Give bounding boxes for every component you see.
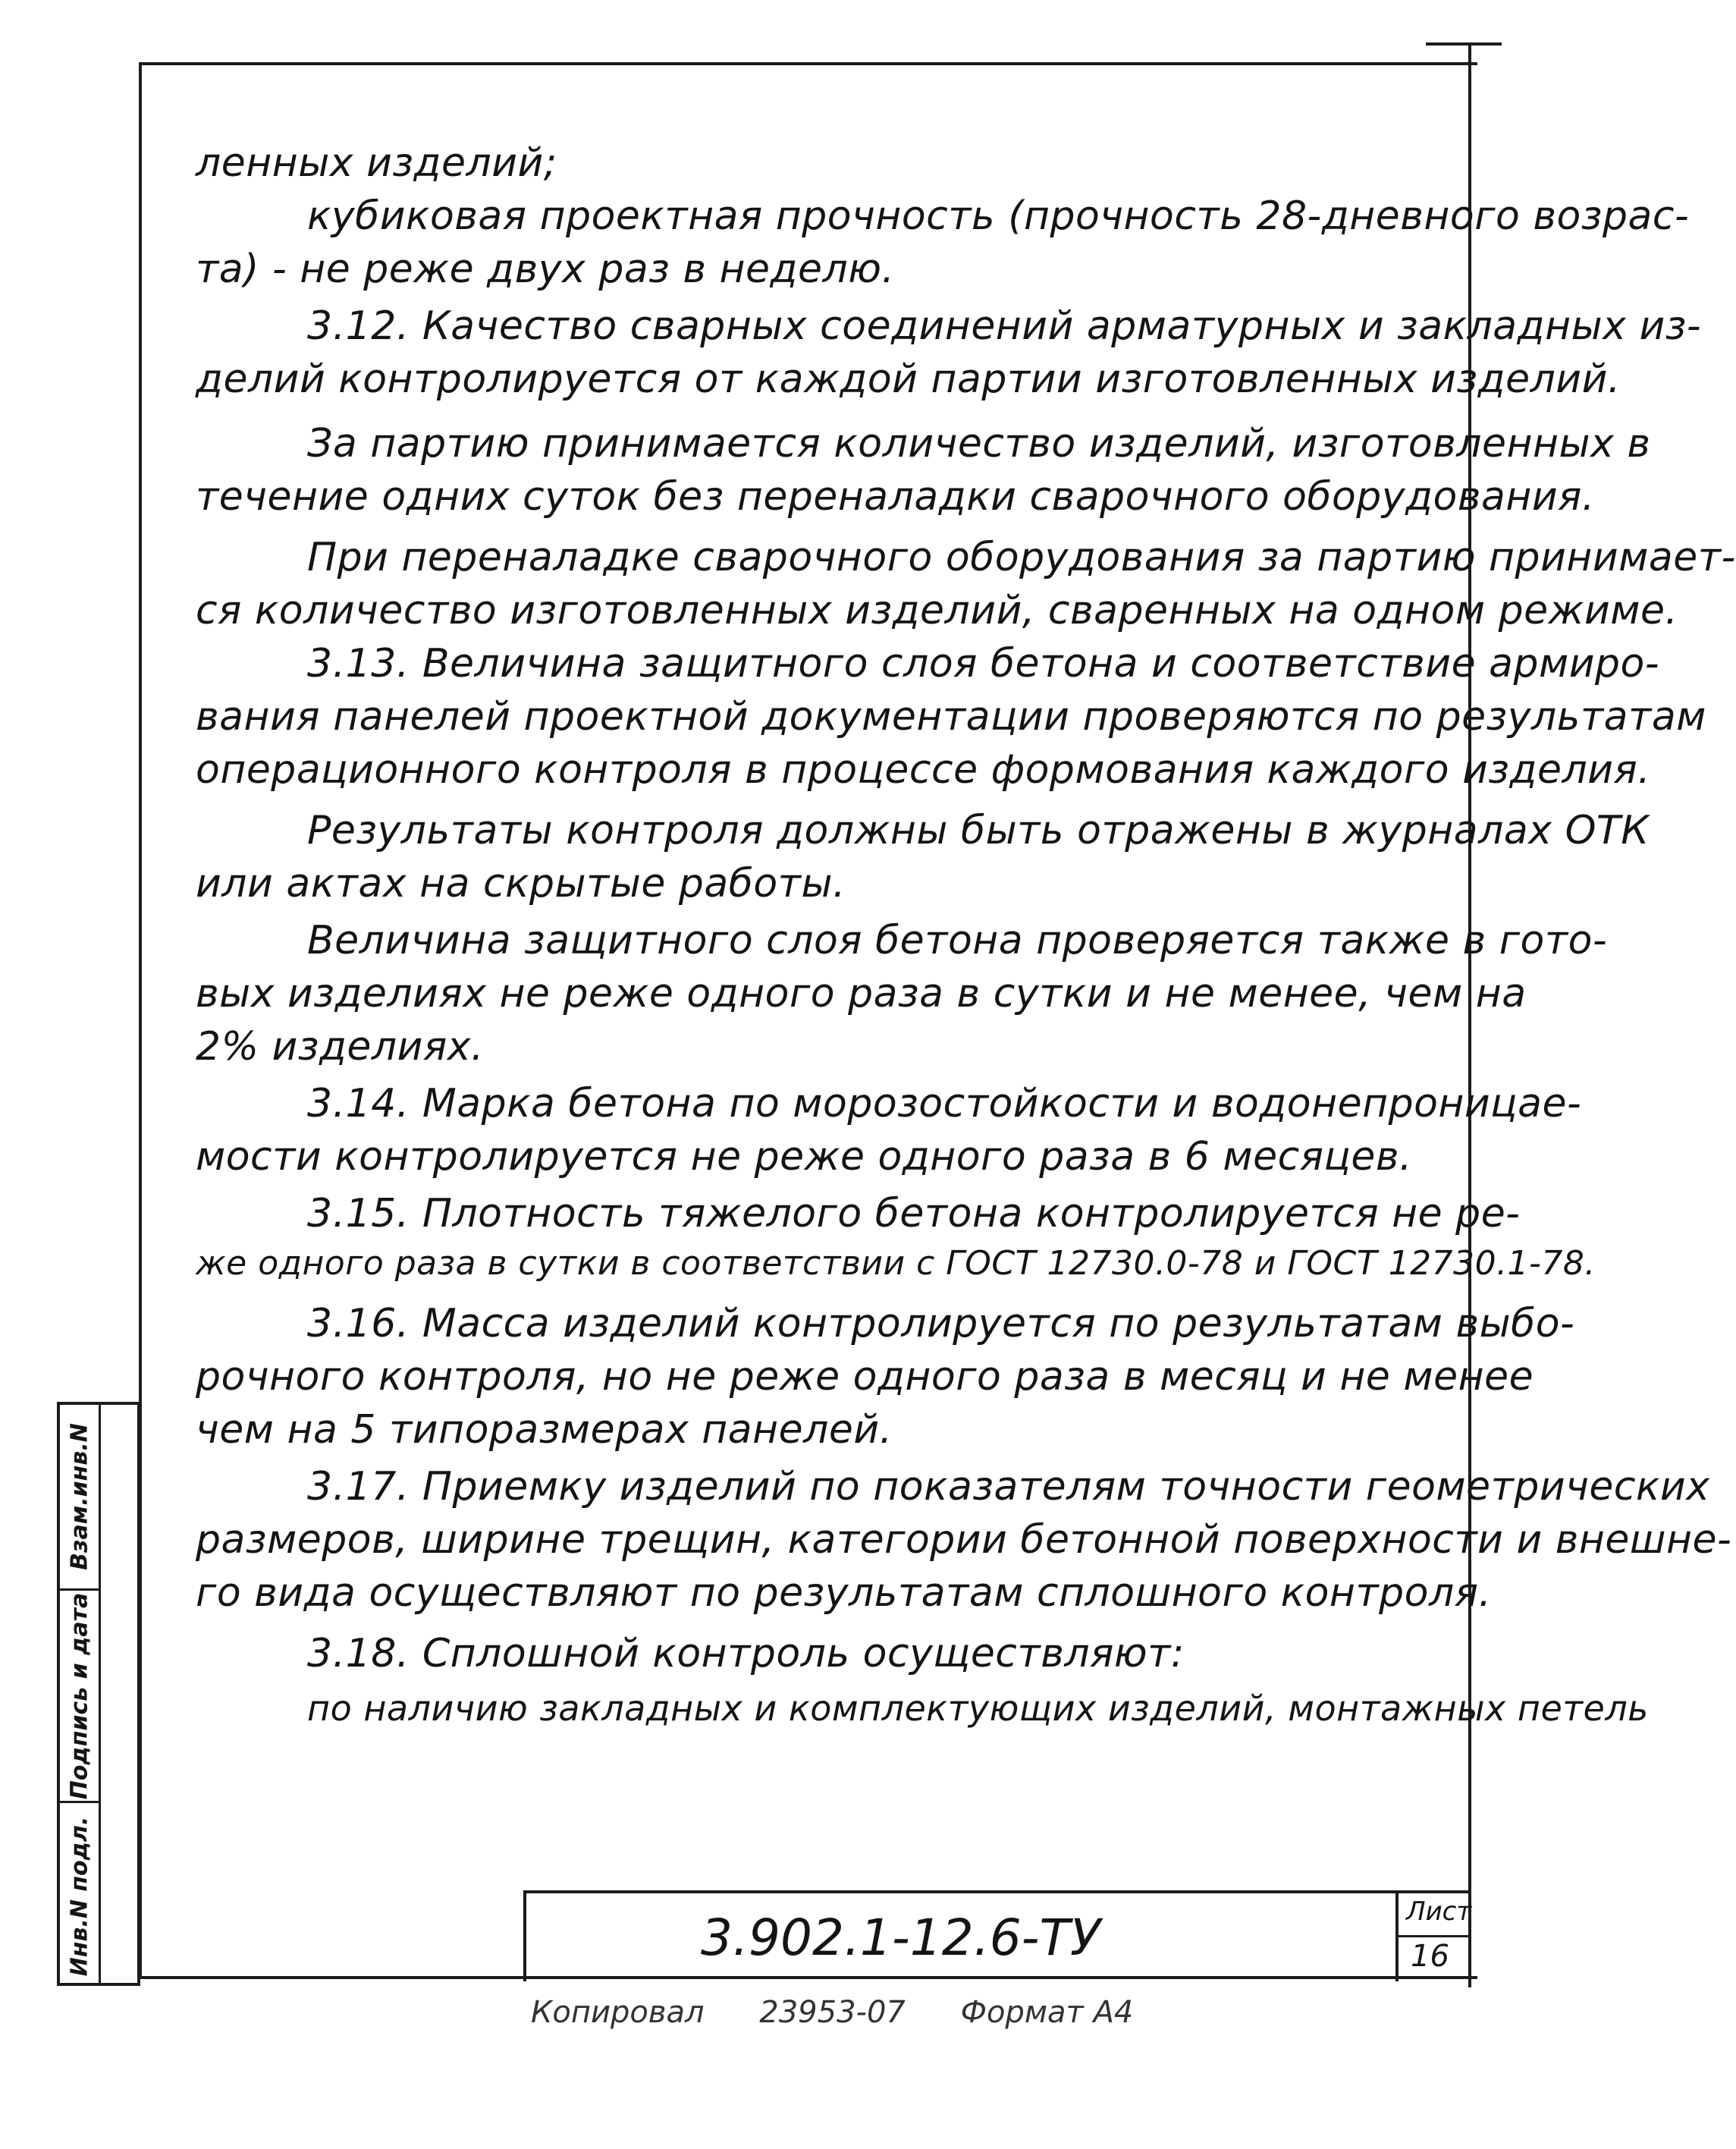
text-line: Результаты контроля должны быть отражены в журналах ОТК xyxy=(307,808,1650,853)
text-line: размеров, ширине трещин, категории бетонной поверхности и внешне- xyxy=(196,1517,1732,1563)
text-line: та) - не реже двух раз в неделю. xyxy=(196,247,895,292)
text-line: При переналадке сварочного оборудования за партию принимает- xyxy=(307,535,1736,580)
text-line: 3.18. Сплошной контроль осуществляют: xyxy=(307,1631,1185,1676)
side-label-signature-date: Подпись и дата xyxy=(66,1592,93,1799)
side-stamp-label-column xyxy=(60,1405,101,1983)
footer-number: 23953-07 xyxy=(759,1995,906,2030)
text-line: рочного контроля, но не реже одного раза в месяц и не менее xyxy=(196,1354,1534,1400)
footer-copied: Копировал xyxy=(531,1995,705,2030)
text-line: ленных изделий; xyxy=(196,140,557,186)
side-label-inv-orig: Инв.N подл. xyxy=(66,1816,93,1976)
title-block xyxy=(523,1890,1471,1981)
top-notch xyxy=(1426,42,1502,46)
text-line: За партию принимается количество изделий, изготовленных в xyxy=(307,421,1651,467)
text-line: течение одних суток без переналадки сварочного оборудования. xyxy=(196,474,1595,520)
text-line: 3.13. Величина защитного слоя бетона и соответствие армиро- xyxy=(307,641,1660,686)
text-line: мости контролируется не реже одного раза в 6 месяцев. xyxy=(196,1134,1413,1180)
text-line: 3.15. Плотность тяжелого бетона контролируется не ре- xyxy=(307,1191,1521,1236)
document-code: 3.902.1-12.6-ТУ xyxy=(701,1909,1101,1967)
text-line: или актах на скрытые работы. xyxy=(196,861,846,906)
text-line: го вида осуществляют по результатам сплошного контроля. xyxy=(196,1570,1492,1616)
text-line: вых изделиях не реже одного раза в сутки и не менее, чем на xyxy=(196,971,1527,1016)
text-line: операционного контроля в процессе формования каждого изделия. xyxy=(196,747,1651,793)
text-line: 3.12. Качество сварных соединений арматурных и закладных из- xyxy=(307,303,1702,349)
text-line: 3.16. Масса изделий контролируется по результатам выбо- xyxy=(307,1301,1575,1346)
text-line: 3.14. Марка бетона по морозостойкости и водонепроницае- xyxy=(307,1081,1582,1126)
footer-format: Формат А4 xyxy=(960,1995,1134,2030)
text-line: Величина защитного слоя бетона проверяется также в гото- xyxy=(307,918,1608,963)
side-label-replaced-inv: Взам.инв.N xyxy=(66,1423,93,1570)
sheet-label: Лист xyxy=(1406,1896,1472,1927)
sheet-number: 16 xyxy=(1411,1939,1449,1974)
text-line: же одного раза в сутки в соответствии с ГОСТ 12730.0-78 и ГОСТ 12730.1-78. xyxy=(196,1244,1596,1283)
text-line: кубиковая проектная прочность (прочность 28-дневного возрас- xyxy=(307,193,1690,239)
text-line: по наличию закладных и комплектующих изделий, монтажных петель xyxy=(307,1688,1649,1729)
text-line: 3.17. Приемку изделий по показателям точности геометрических xyxy=(307,1464,1710,1510)
side-stamp xyxy=(57,1402,140,1986)
text-line: делий контролируется от каждой партии изготовленных изделий. xyxy=(196,357,1621,402)
sheet-divider xyxy=(1399,1935,1471,1937)
text-line: чем на 5 типоразмерах панелей. xyxy=(196,1407,893,1453)
text-line: ся количество изготовленных изделий, сваренных на одном режиме. xyxy=(196,588,1678,633)
text-line: вания панелей проектной документации проверяются по результатам xyxy=(196,694,1706,740)
side-cell-replaced-inv xyxy=(60,1405,99,1591)
side-cell-inv-orig xyxy=(60,1803,99,1989)
sheet-box xyxy=(1395,1893,1471,1981)
text-line: 2% изделиях. xyxy=(196,1024,485,1070)
side-cell-signature-date xyxy=(60,1591,99,1803)
footer xyxy=(531,1995,1179,2030)
